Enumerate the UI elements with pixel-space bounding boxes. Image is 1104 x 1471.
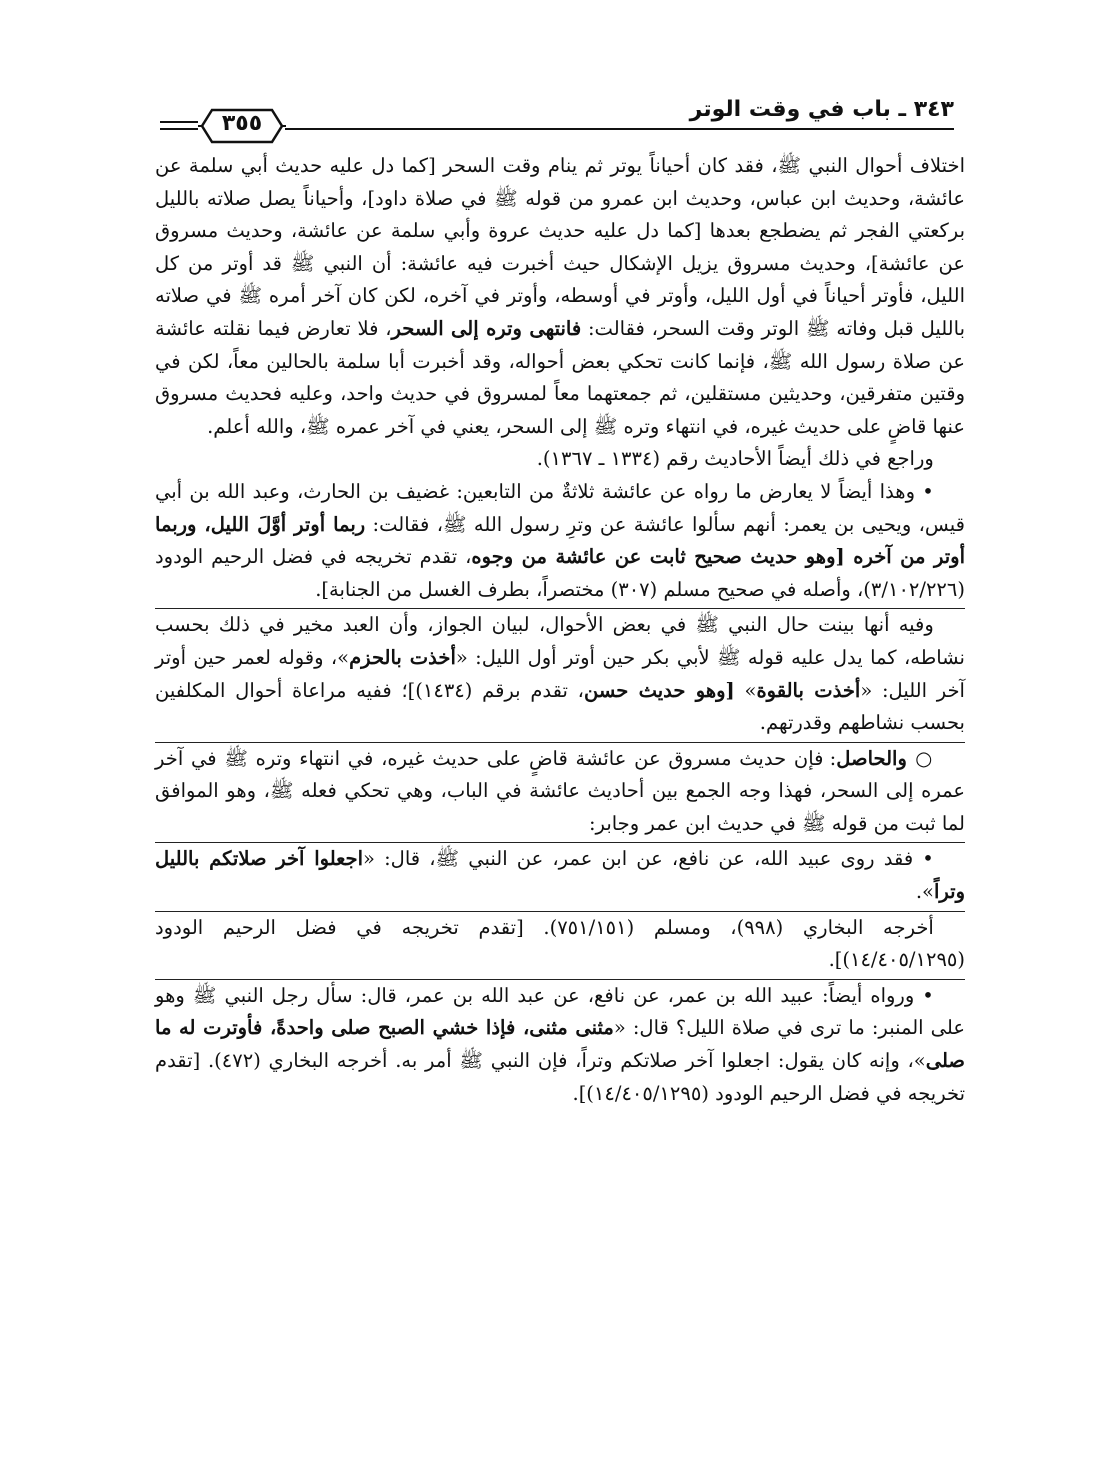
paragraph-3: • وهذا أيضاً لا يعارض ما رواه عن عائشة ثلاثةٌ من التابعين: غضيف بن الحارث، وعبد الله بن أبي قيس، ويحيى بن يعمر: أنهم سألوا عائشة عن وترِ رسول الله ﷺ، فقالت: ربما أوتر أوَّلَ الليل، وربما أوتر من آخره [وهو حديث صحيح ثابت عن عائشة من وجوه، تقدم تخريجه في فضل الرحيم الودود (٣/١٠٢/٢٢٦)، وأصله في صحيح مسلم (٣٠٧) مختصراً، بطرف الغسل من الجنابة]. <box>155 479 965 601</box>
paragraph-7: أخرجه البخاري (٩٩٨)، ومسلم (٧٥١/١٥١). [تقدم تخريجه في فضل الرحيم الودود (١٤/٤٠٥/١٢٩٥)]. <box>155 915 965 972</box>
paragraph-2: وراجع في ذلك أيضاً الأحاديث رقم (١٣٣٤ ـ ١٣٦٧). <box>536 447 934 471</box>
bold-quote: [وهو حديث حسن <box>583 678 735 702</box>
bold-quote: فانتهى وتره إلى السحر <box>391 316 582 340</box>
paragraph-4: وفيه أنها بينت حال النبي ﷺ في بعض الأحوال، لبيان الجواز، وأن العبد مخير في ذلك بحسب نشاطه، كما يدل عليه قوله ﷺ لأبي بكر حين أوتر أول الليل: «أخذت بالحزم»، وقوله لعمر حين أوتر آخر الليل: «أخذت بالقوة» [وهو حديث حسن، تقدم برقم (١٤٣٤)]؛ ففيه مراعاة أحوال المكلفين بحسب نشاطهم وقدرتهم. <box>155 613 965 735</box>
bold-quote: مثنى مثنى، فإذا خشي الصبح صلى واحدةً، فأوترت له ما صلى <box>155 1016 965 1073</box>
bold-quote: ربما أوتر أوَّلَ الليل، وربما أوتر من آخره [وهو حديث صحيح ثابت عن عائشة من وجوه <box>155 512 965 569</box>
bold-quote: أخذت بالقوة <box>756 678 861 702</box>
bold-quote: أخذت بالحزم <box>349 645 456 669</box>
body-text <box>155 150 965 1110</box>
page-number: ٣٥٥ <box>221 111 263 136</box>
paragraph-6: • فقد روى عبيد الله، عن نافع، عن ابن عمر، عن النبي ﷺ، قال: «اجعلوا آخر صلاتكم بالليل وتراً». <box>155 847 965 904</box>
paragraph-1: اختلاف أحوال النبي ﷺ، فقد كان أحياناً يوتر ثم ينام وقت السحر [كما دل عليه حديث أبي سلمة عن عائشة، وحديث ابن عباس، وحديث ابن عمرو من قوله ﷺ في صلاة داود]، وأحياناً يصل صلاته بالليل بركعتي الفجر ثم يضطجع بعدها [كما دل عليه حديث عروة وأبي سلمة عن عائشة، وحديث مسروق عن عائشة]، وحديث مسروق يزيل الإشكال حيث أخبرت فيه عائشة: أن النبي ﷺ قد أوتر من كل الليل، فأوتر أحياناً في أول الليل، وأوتر في أوسطه، وأوتر في آخره، لكن كان آخر أمره ﷺ في صلاته بالليل قبل وفاته ﷺ الوتر وقت السحر، فقالت: فانتهى وتره إلى السحر، فلا تعارض فيما نقلته عائشة عن صلاة رسول الله ﷺ، فإنما كانت تحكي بعض أحواله، وقد أخبرت أبا سلمة بالحالين معاً، لكن في وقتين متفرقين، وحديثين مستقلين، ثم جمعتهما معاً لمسروق في حديث واحد، وعليه فحديث مسروق عنها قاضٍ على حديث غيره، في انتهاء وتره ﷺ إلى السحر، يعني في آخر عمره ﷺ، والله أعلم. <box>155 154 965 438</box>
bold-quote: اجعلوا آخر صلاتكم بالليل وتراً <box>155 847 965 904</box>
paragraph-5: ○ والحاصل: فإن حديث مسروق عن عائشة قاضٍ على حديث غيره، في انتهاء وتره ﷺ في آخر عمره إلى السحر، فهذا وجه الجمع بين أحاديث عائشة في الباب، وهي تحكي فعله ﷺ، وهو الموافق لما ثبت من قوله ﷺ في حديث ابن عمر وجابر: <box>155 746 965 835</box>
header-rule-left <box>160 121 198 130</box>
page-number-badge <box>198 106 286 146</box>
chapter-title: ٣٤٣ ـ باب في وقت الوتر <box>689 97 954 122</box>
paragraph-8: • ورواه أيضاً: عبيد الله بن عمر، عن نافع، عن عبد الله بن عمر، قال: سأل رجل النبي ﷺ وهو على المنبر: ما ترى في صلاة الليل؟ قال: «مثنى مثنى، فإذا خشي الصبح صلى واحدةً، فأوترت له ما صلى»، وإنه كان يقول: اجعلوا آخر صلاتكم وتراً، فإن النبي ﷺ أمر به. أخرجه البخاري (٤٧٢). [تقدم تخريجه في فضل الرحيم الودود (١٤/٤٠٥/١٢٩٥)]. <box>155 983 966 1105</box>
conclusion-lead: ○ والحاصل <box>836 746 934 770</box>
header-rule <box>285 128 954 130</box>
